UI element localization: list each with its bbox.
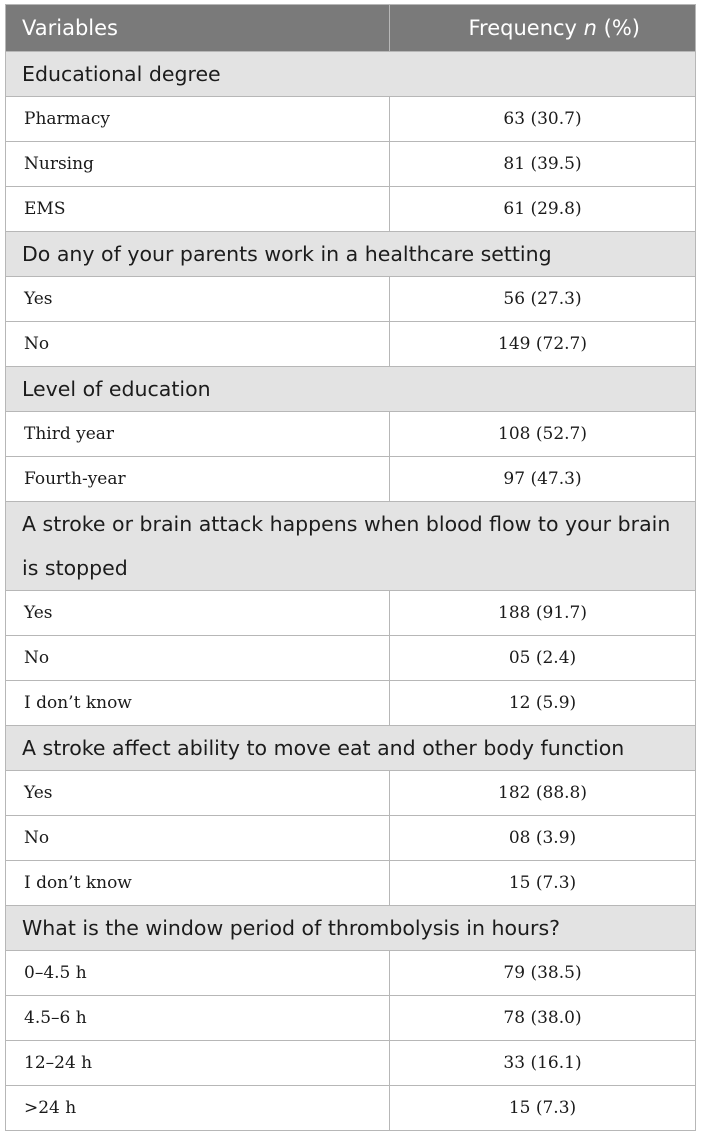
row-label: >24 h [6, 1086, 390, 1131]
table-row [6, 142, 696, 187]
table-row [6, 277, 696, 322]
table-header-row [6, 5, 696, 52]
section-row [6, 502, 696, 591]
section-row [6, 906, 696, 951]
row-value: 15 (7.3) [390, 1086, 696, 1131]
table-row [6, 1086, 696, 1131]
row-value: 12 (5.9) [390, 681, 696, 726]
row-value: 08 (3.9) [390, 816, 696, 861]
row-value: 108 (52.7) [390, 412, 696, 457]
row-label: Yes [6, 277, 390, 322]
section-title: Do any of your parents work in a healthcare setting [6, 232, 696, 277]
table-row [6, 996, 696, 1041]
header-variables: Variables [6, 5, 390, 52]
row-value: 78 (38.0) [390, 996, 696, 1041]
row-value: 61 (29.8) [390, 187, 696, 232]
section-title: A stroke or brain attack happens when blood flow to your brain is stopped [6, 502, 696, 591]
header-frequency-suffix: (%) [596, 16, 640, 40]
table-row [6, 771, 696, 816]
table-row [6, 187, 696, 232]
row-label: Nursing [6, 142, 390, 187]
row-value: 182 (88.8) [390, 771, 696, 816]
row-value: 33 (16.1) [390, 1041, 696, 1086]
section-title: Level of education [6, 367, 696, 412]
table-row [6, 322, 696, 367]
table-row [6, 681, 696, 726]
row-value: 81 (39.5) [390, 142, 696, 187]
frequency-table [5, 4, 696, 1131]
section-row [6, 726, 696, 771]
table-row [6, 412, 696, 457]
header-frequency-prefix: Frequency [468, 16, 584, 40]
table-row [6, 97, 696, 142]
row-label: Third year [6, 412, 390, 457]
row-label: No [6, 322, 390, 367]
row-label: No [6, 816, 390, 861]
row-value: 63 (30.7) [390, 97, 696, 142]
header-frequency [390, 5, 696, 52]
row-value: 97 (47.3) [390, 457, 696, 502]
row-value: 56 (27.3) [390, 277, 696, 322]
section-title: A stroke affect ability to move eat and other body function [6, 726, 696, 771]
row-label: Yes [6, 771, 390, 816]
row-value: 05 (2.4) [390, 636, 696, 681]
section-row [6, 232, 696, 277]
row-label: Pharmacy [6, 97, 390, 142]
header-frequency-n: n [583, 16, 597, 40]
section-title: Educational degree [6, 52, 696, 97]
table-row [6, 816, 696, 861]
row-value: 79 (38.5) [390, 951, 696, 996]
table-row [6, 861, 696, 906]
table-row [6, 951, 696, 996]
section-row [6, 367, 696, 412]
row-value: 188 (91.7) [390, 591, 696, 636]
table-row [6, 1041, 696, 1086]
row-label: No [6, 636, 390, 681]
row-label: I don’t know [6, 681, 390, 726]
row-label: Fourth-year [6, 457, 390, 502]
row-label: 4.5–6 h [6, 996, 390, 1041]
row-label: 0–4.5 h [6, 951, 390, 996]
row-label: EMS [6, 187, 390, 232]
row-value: 15 (7.3) [390, 861, 696, 906]
row-label: 12–24 h [6, 1041, 390, 1086]
section-row [6, 52, 696, 97]
table-row [6, 591, 696, 636]
section-title: What is the window period of thrombolysis in hours? [6, 906, 696, 951]
row-label: Yes [6, 591, 390, 636]
table-row [6, 636, 696, 681]
row-label: I don’t know [6, 861, 390, 906]
row-value: 149 (72.7) [390, 322, 696, 367]
table-row [6, 457, 696, 502]
